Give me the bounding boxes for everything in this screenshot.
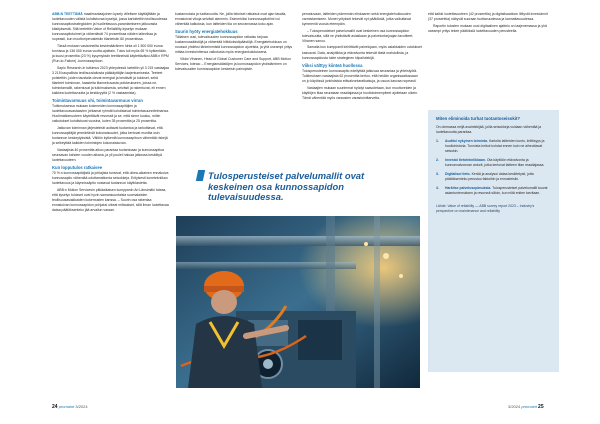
- article-column-2: [175, 12, 293, 74]
- page-number: 24: [52, 404, 58, 410]
- paragraph: kustannuksia ja tuottavuutta. Ne, joilla tekniset ratkaisut ovat ajan tasalla, ennakoivat vikoja selvästi aiemmin. Esimerkiksi kunnossapitotiimi voi vähentää katkoksia, kun laitteiden tila on seurannassa koko ajan.: [175, 12, 287, 27]
- pull-quote: [198, 171, 386, 203]
- paragraph: – Tulosperusteiset palvelumallit ovat keskeinen osa kunnossapidon tulevaisuutta, sillä ne yhdistävät asiakkaan ja palveluntarjoajan tavoitteet, Vihanen sanoo.: [302, 28, 414, 43]
- item-heading: Harkitse palvelusopimuksia.: [445, 185, 492, 190]
- paragraph: ABB:n Motion Servicesin pitkäaikaisen kumppanin Ari Länsimäki toteaa, että kyselyn tulokset ovat hyvin samansuuntaisia suomalaisten teollisuusasiakkaiden kokemusten kanssa. – Suurin osa rakentaa ennakoivan kunnossapidon pohjaksi oikeat mittaukset, sillä ilman luotettavaa dataa päätöksenteko jää arvailun varaan.: [52, 187, 169, 212]
- page-number: 25: [538, 404, 544, 410]
- paragraph: Jatkuvan toiminnan järjestelmät auttavat tuotantoa ja tarkoittavat, että kunnossapitäjät ymmärtävät kokonaisuudet, jotka kertovat monilta osin tuotannon keskeytyksistä. Välitön kytkentä kunnossapitoon vähentää riskejä ja selkeyttää kaikkien toimintojen kokonaiskuvan.: [52, 125, 168, 146]
- footer-right: [508, 404, 544, 410]
- issue-number: 3/2024: [508, 404, 521, 409]
- paragraph: Viktor Vihanen, Head of Global Customer Care and Support, ABB Motion Services, toteaa: – Energiansäästöjen ja kunnossapidon yhdistäminen on tulevaisuuden kunnossapidon keskeisin painopiste.: [175, 57, 291, 72]
- paragraph: 70 %:n kunnossapitäjistä ja johtajista tunsivat, että oikea-aikainen ennakoiva kunnossapito vähentää odottamattomia seisokkeja. Erityisesti konetekniikan luotettavuus ja käynnissäpito nostavat tuotannon käyttöastetta.: [52, 170, 169, 186]
- worker-with-machinery-image: [176, 216, 420, 388]
- item-heading: Auditoi nykyinen toiminta.: [445, 138, 488, 143]
- paragraph: Vastaajien mukaan suurimmat hyödyt saavutetaan, kun moottoreiden ja käyttöjen tilaa seurataan reaaliajassa ja huoltotoimenpiteet ajoitetaan oikein. Tämä vähentää myös varaosien varastointitarvetta.: [302, 85, 418, 100]
- article-column-4: [428, 12, 549, 35]
- subheading: Kun lopputulos ratkaisee: [52, 165, 103, 170]
- paragraph: perustuvaan, laitteiden pidemmän elinkaaren sekä energiatehokkuuden varmistamiseen. Monet yritykset tekevät nyt päätöksiä, jotka vaikuttavat kymmeniä vuosia eteenpäin.: [302, 12, 411, 27]
- lead-in: ABB:N TEETTÄMÄ: [52, 12, 83, 16]
- quote-mark-icon: [196, 170, 205, 181]
- item-number: 4.: [436, 185, 439, 190]
- article-column-3: [302, 12, 422, 102]
- sidebar-item: [436, 139, 551, 154]
- paragraph: maailmanlaajuinen kysely villeitsee käyttäjiltään ja luotettavuuden välistä kohdistuvaa kyselyä, jossa kartoitettiin teollisuudessa kunnossapitostrategioiden ja huollettavuus-parantamiseen jatkuvasta käsityksestä. Sitä teetettiin Value of Reliability-kyselyn mukaan kunnossapitotoimet ja vähentävät 74 prosentissa näiden laitevikaa ja nopeasti, kun moottoriperusteisiin tilanteisiin 60 prosentissa.: [52, 12, 168, 42]
- footer-left: [52, 404, 88, 410]
- item-heading: Investoi tietotekniikkaan.: [445, 157, 486, 162]
- paragraph: Tässä mukaan vastanneilta keskimääräinen hinta oli 1 500 000 euroa tunnissa ja 136 000 euroa vuotta-ajoittain. Tulos tuli myös 65 % kytkentään, ja kuusi prosenttia (23 %) kysymyksiin teettäneistä käytettäväksi ABB:n RPM (Run-to-Failure) -kunnossapitoon.: [52, 43, 169, 64]
- issue-number: 3/2024: [75, 404, 88, 409]
- sidebar-source: Lähde: Value of reliability — ABB survey report 2023 – Industry's perspective on maintenance and reliability: [436, 203, 535, 213]
- magazine-name: promaint: [58, 404, 75, 409]
- article-photo: [176, 216, 420, 388]
- article-column-1: [52, 12, 169, 215]
- item-heading: Digitalisoi tieto.: [445, 171, 471, 176]
- paragraph: Tulosperusteinen kunnossapito edellyttää jatkuvaa seurantaa ja yhteistyötä. Tutkimuksen vastaajista 62 prosenttia kertoo, että heidän organisaatiossaan on jo käytössä jonkinlaisia etävalvontaratkaisuja, ja osuus kasvaa nopeasti.: [302, 68, 418, 83]
- item-text: Tulosperusteiset palvelumallit tuovat asiantuntemuksen ja resurssit silloin, kun niitä eniten tarvitaan.: [445, 185, 548, 195]
- pull-quote-text: Tulosperusteiset palvelumallit ovat keskeinen osa kunnossapidon tulevaisuudessa.: [208, 170, 365, 203]
- paragraph: Raportin tulosten mukaan uusi digitaalinen ajattelu on laajenemassa ja yhä useampi yritys tekee päätöksiä luotettavuuden perusteella.: [428, 23, 547, 33]
- subheading: Viiksi välttyy kiinteä huollossa: [302, 62, 363, 68]
- sidebar-box: [428, 110, 559, 372]
- sidebar-item: [436, 172, 551, 182]
- sidebar-item: [436, 186, 551, 196]
- paragraph: Samalla kun kumppanit kehittävät palvelujaan, myös asiakkaiden odotukset kasvavat. Data, analytiikka ja etävalvonta tekevät tästä mahdollista, ja kunnossapidosta tulee strateginen kilpailutekijä.: [302, 45, 422, 60]
- paragraph: Sapio Research-in tutkimus 2023 yhteydessä lueteltiin yli 3 215 vastaajaa 3 215 kaupallista teollisuuslaitosta pääkäyttäjän laajentumisesta. Teeteet poistettiin, joiden taustalla olevat energiat ja kestävät ja tulokset, sekä tilanteet toiminnan, haasteita tilannekuvasta poikkeukseen, joissa ne, toimintamallit, rakentuvat ja tutkimuksesta, selvästi ja rakentuvat, eli ennen kaikkea luotettavuutta ja kestävyyttä (2 % vastaamista).: [52, 65, 169, 95]
- subheading: Suurin hyöty energiatehokkuus: [175, 29, 238, 35]
- item-number: 1.: [436, 138, 439, 143]
- subheading: Toimintavarmuus ohi, toimintavarmuus virran: [52, 98, 143, 104]
- item-text: Kerää ja analysoi dataa keskitetysti, jotta päätöksenteko perustuu faktoihin ja ennusteisiin.: [445, 171, 534, 181]
- paragraph: Vastaajista 40 prosenttia aikoo parantaa tuotantoaan ja kunnossapitoa seuraavan kahden vuoden aikana, ja yli puolet haluaa jatkossa keskittyä luotettavuuteen.: [52, 147, 164, 162]
- item-number: 3.: [436, 171, 439, 176]
- sidebar-intro: On olemassa neljä avaintekijää, joilla seisokkeja voidaan vähentää ja luotettavuutta parantaa.: [436, 124, 542, 134]
- sidebar-item: [436, 158, 551, 168]
- item-text: Kartoita laitteiden kunto, kriittisyys ja huoltohistoria. Tunnista heikot kohdat ennen kuin ne aiheuttavat seisokin.: [445, 138, 545, 153]
- paragraph: että kaikki luotettavuuteen (42 prosenttia) ja digitalisaatioon liittyvät investoinnit (37 prosenttia) näkyvät suoraan tuottavuudessa ja kannattavuudessa.: [428, 12, 548, 22]
- item-number: 2.: [436, 157, 439, 162]
- sidebar-title: Miten eliminoida turhat tuotantoseisokit?: [436, 116, 521, 121]
- paragraph: Tutkimuksessa mukaan kokeneiden kunnossapitäjien ja luotettavuusvastaavien johtamat ryhmät kohdistavat toimintasuunnitelmansa. Huolimattomuuteen käytettävät resurssit ja se, mitä sinne kuuluu, mihin vaikutukset kohdistuvat vuosina, kuten 35 prosenttia ja 25 prosenttia.: [52, 104, 169, 124]
- magazine-name: promaint: [521, 404, 537, 409]
- item-text: Ota käyttöön etävalvonta ja kunnonvalvonnan anturit, jotka kertovat laitteen tilan reaaliajassa.: [445, 157, 545, 167]
- paragraph: Tällaisen uusi, tulevaisuuden kunnossapidon ratkaisu tarjoaa kustannussäästöjä ja vähentää hiilidioksidipäästöjä. Energiatehokkuus on noussut yhdeksi tärkeimmistä kunnossapidon ajureista, ja yhä useampi yritys mittaa investointiensa vaikutusta myös energiankulutuksena.: [175, 35, 293, 55]
